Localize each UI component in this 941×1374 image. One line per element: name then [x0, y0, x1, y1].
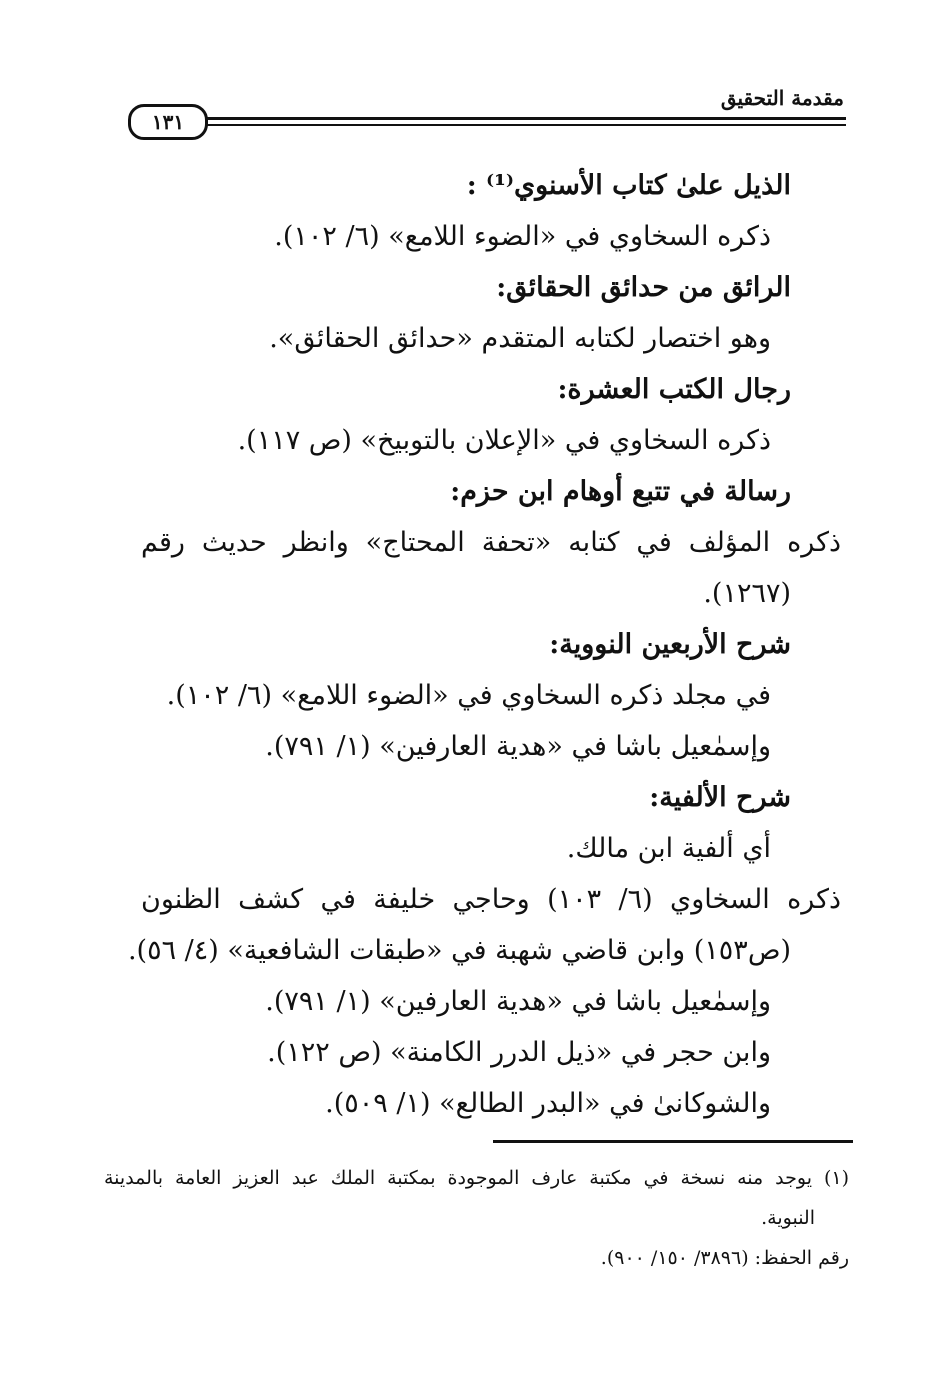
text-line: ذكره السخاوي في «الضوء اللامع» (٦/ ١٠٢).: [274, 221, 771, 252]
text-line: (١٢٦٧).: [703, 578, 791, 609]
text-line: والشوكانىٰ في «البدر الطالع» (١/ ٥٠٩).: [325, 1088, 771, 1119]
heading-raiq: الرائق من حدائق الحقائق:: [496, 272, 791, 303]
footnote-line: (١) يوجد منه نسخة في مكتبة عارف الموجودة بمكتبة الملك عبد العزيز العامة بالمدينة: [104, 1167, 849, 1189]
running-title: مقدمة التحقيق: [720, 86, 844, 110]
header-rule-bottom: [200, 124, 846, 126]
text-line: في مجلد ذكره السخاوي في «الضوء اللامع» (٦/ ١٠٢).: [166, 680, 771, 711]
text-line: وإسمٰعيل باشا في «هدية العارفين» (١/ ٧٩١).: [265, 986, 771, 1017]
text-line: (ص١٥٣) وابن قاضي شهبة في «طبقات الشافعية» (٤/ ٥٦).: [127, 935, 791, 966]
main-text: [91, 160, 842, 1129]
footnote-separator: [493, 1140, 853, 1143]
text-line: ذكره السخاوي (٦/ ١٠٣) وحاجي خليفة في كشف الظنون: [141, 884, 842, 915]
page-number: ١٣١: [128, 104, 208, 140]
text-line: أي ألفية ابن مالك.: [566, 833, 771, 864]
text-line: وهو اختصار لكتابه المتقدم «حدائق الحقائق».: [269, 323, 771, 354]
heading-risala-ibn-hazm: رسالة في تتبع أوهام ابن حزم:: [450, 476, 791, 507]
footnotes: [104, 1158, 849, 1278]
text-line: ذكره المؤلف في كتابه «تحفة المحتاج» وانظر حديث رقم: [141, 527, 841, 558]
heading-arbain: شرح الأربعين النووية:: [549, 629, 791, 660]
text-line: وابن حجر في «ذيل الدرر الكامنة» (ص ١٢٢).: [267, 1037, 771, 1068]
text-line: ذكره السخاوي في «الإعلان بالتوبيخ» (ص ١١٧).: [237, 425, 771, 456]
heading-dhayl-asnawi: الذيل علىٰ كتاب الأسنوي⁽¹⁾ :: [466, 170, 791, 201]
header-rule-top: [200, 117, 846, 120]
footnote-line: النبوية.: [761, 1207, 815, 1229]
text-line: وإسمٰعيل باشا في «هدية العارفين» (١/ ٧٩١).: [265, 731, 771, 762]
footnote-line: رقم الحفظ: (٣٨٩٦/ ١٥٠/ ٩٠٠).: [600, 1247, 849, 1269]
heading-rijal: رجال الكتب العشرة:: [557, 374, 791, 405]
page-header: [100, 80, 846, 134]
heading-alfiyya: شرح الألفية:: [649, 782, 791, 813]
